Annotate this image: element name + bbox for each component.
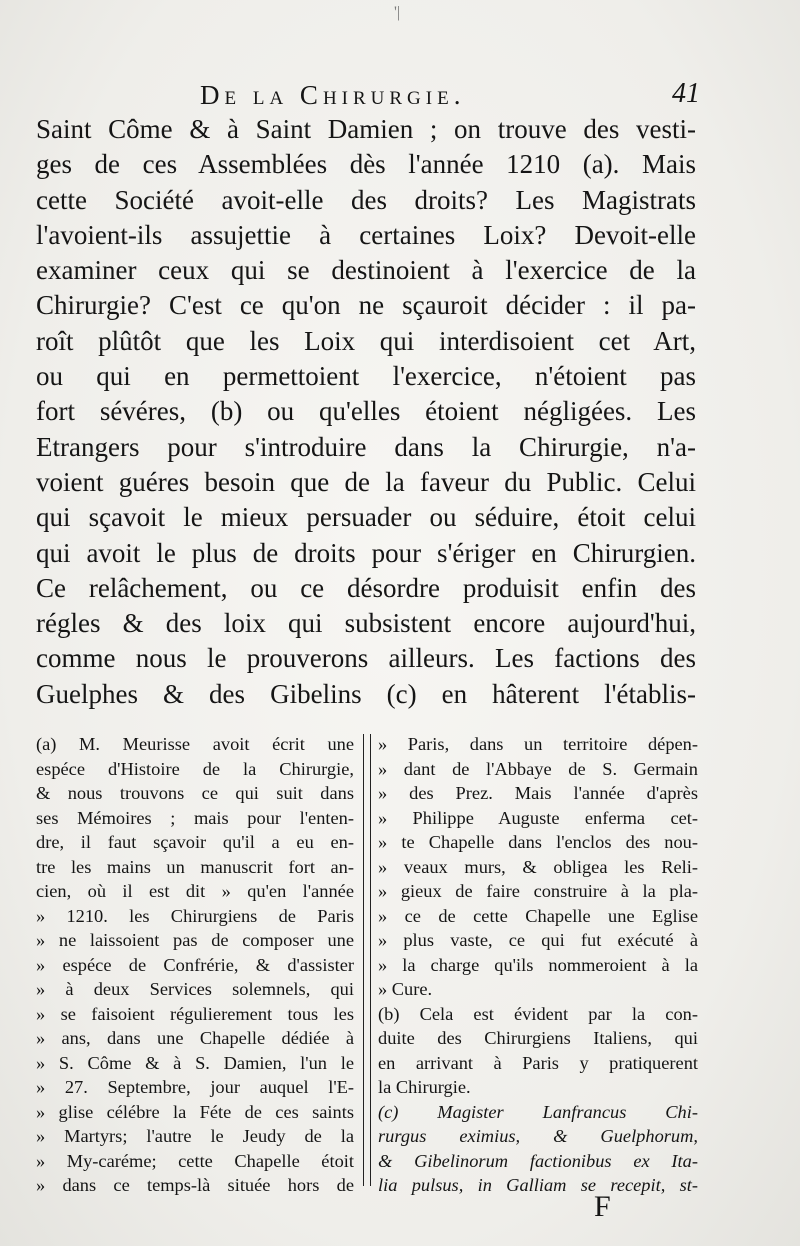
running-title: De la Chirurgie. [200,80,466,110]
main-text [36,112,696,712]
page-number: 41 [672,78,700,109]
footnote-line: » dant de l'Abbaye de S. Germain [378,758,698,779]
footnote-line: » S. Côme & à S. Damien, l'un le [36,1052,354,1073]
footnote-line: (c) Magister Lanfrancus Chi- [378,1101,698,1122]
signature-mark: F [594,1190,611,1223]
footnote-line: » ce de cette Chapelle une Eglise [378,905,698,926]
footnote-line: » gieux de faire construire à la pla- [378,881,698,901]
footnote-line: (b) Cela est évident par la con- [378,1003,698,1024]
footnote-line: » Cure. [378,979,433,999]
footnote-column-divider [363,734,371,1186]
text-line: Ce relâchement, ou ce désordre produisit enfin des [36,572,696,603]
text-line: qui sçavoit le mieux persuader ou séduire, étoit celui [36,502,696,533]
footnote-line: » dans ce temps-là située hors de [36,1175,354,1195]
text-line: l'avoient-ils assujettie à certaines Loix? Devoit-elle [36,219,696,250]
footnotes-right-column [378,732,698,1198]
footnote-line: tre les mains un manuscrit fort an- [36,856,354,877]
footnote-line: duite des Chirurgiens Italiens, qui [378,1028,698,1048]
gutter-mark: '| [394,4,401,21]
footnote-line: » 27. Septembre, jour auquel l'E- [36,1077,354,1097]
text-line: Etrangers pour s'introduire dans la Chirurgie, n'a- [36,431,696,462]
text-line: qui avoit le plus de droits pour s'ériger en Chirurgien. [36,537,696,568]
text-line: examiner ceux qui se destinoient à l'exercice de la [36,255,696,286]
footnote-line: » la charge qu'ils nommeroient à la [378,954,698,975]
text-line: fort sévéres, (b) ou qu'elles étoient négligées. Les [36,396,696,427]
footnote-line: » se faisoient régulierement tous les [36,1003,354,1024]
footnote-line: » Paris, dans un territoire dépen- [378,734,698,754]
footnote-line: » ne laissoient pas de composer une [36,930,354,950]
footnote-line: espéce d'Histoire de la Chirurgie, [36,758,354,779]
text-line: ges de ces Assemblées dès l'année 1210 (a). Mais [36,149,696,180]
footnote-line: lia pulsus, in Galliam se recepit, st- [378,1175,698,1195]
footnote-line: » te Chapelle dans l'enclos des nou- [378,832,698,852]
footnote-line: » à deux Services solemnels, qui [36,979,354,999]
footnote-line: » des Prez. Mais l'année d'après [378,783,698,803]
footnote-line: » Martyrs; l'autre le Jeudy de la [36,1126,354,1146]
footnote-line: rurgus eximius, & Guelphorum, [378,1126,698,1146]
footnote-line: » ans, dans une Chapelle dédiée à [36,1028,354,1048]
footnote-line: » plus vaste, ce qui fut exécuté à [378,930,698,950]
footnote-line: » 1210. les Chirurgiens de Paris [36,905,354,926]
footnotes-left-column [36,732,354,1198]
text-line: Guelphes & des Gibelins (c) en hâterent l'établis- [36,678,696,709]
text-line: comme nous le prouverons ailleurs. Les factions des [36,643,696,674]
footnote-line: » My-caréme; cette Chapelle étoit [36,1150,354,1171]
footnote-line: cien, où il est dit » qu'en l'année [36,881,354,901]
footnote-line: en arrivant à Paris y pratiquerent [378,1052,698,1073]
footnote-line: » glise célébre la Féte de ces saints [36,1101,354,1122]
footnote-line: (a) M. Meurisse avoit écrit une [36,734,354,754]
footnote-line: la Chirurgie. [378,1077,471,1097]
text-line: voient guéres besoin que de la faveur du Public. Celui [36,466,696,497]
footnote-line: ses Mémoires ; mais pour l'enten- [36,807,354,828]
footnote-line: » veaux murs, & obligea les Reli- [378,856,698,877]
footnote-line: & Gibelinorum factionibus ex Ita- [378,1150,698,1171]
text-line: Chirurgie? C'est ce qu'on ne sçauroit décider : il pa- [36,290,696,321]
text-line: régles & des loix qui subsistent encore aujourd'hui, [36,608,696,639]
text-line: roît plûtôt que les Loix qui interdisoient cet Art, [36,325,696,356]
text-line: Saint Côme & à Saint Damien ; on trouve des vesti- [36,114,696,144]
text-line: ou qui en permettoient l'exercice, n'étoient pas [36,361,696,392]
footnote-line: & nous trouvons ce qui suit dans [36,783,354,803]
footnote-line: » espéce de Confrérie, & d'assister [36,954,354,975]
footnote-line: » Philippe Auguste enferma cet- [378,807,698,828]
text-line: cette Société avoit-elle des droits? Les Magistrats [36,184,696,215]
footnote-line: dre, il faut sçavoir qu'il a eu en- [36,832,354,852]
page-header [200,80,700,114]
